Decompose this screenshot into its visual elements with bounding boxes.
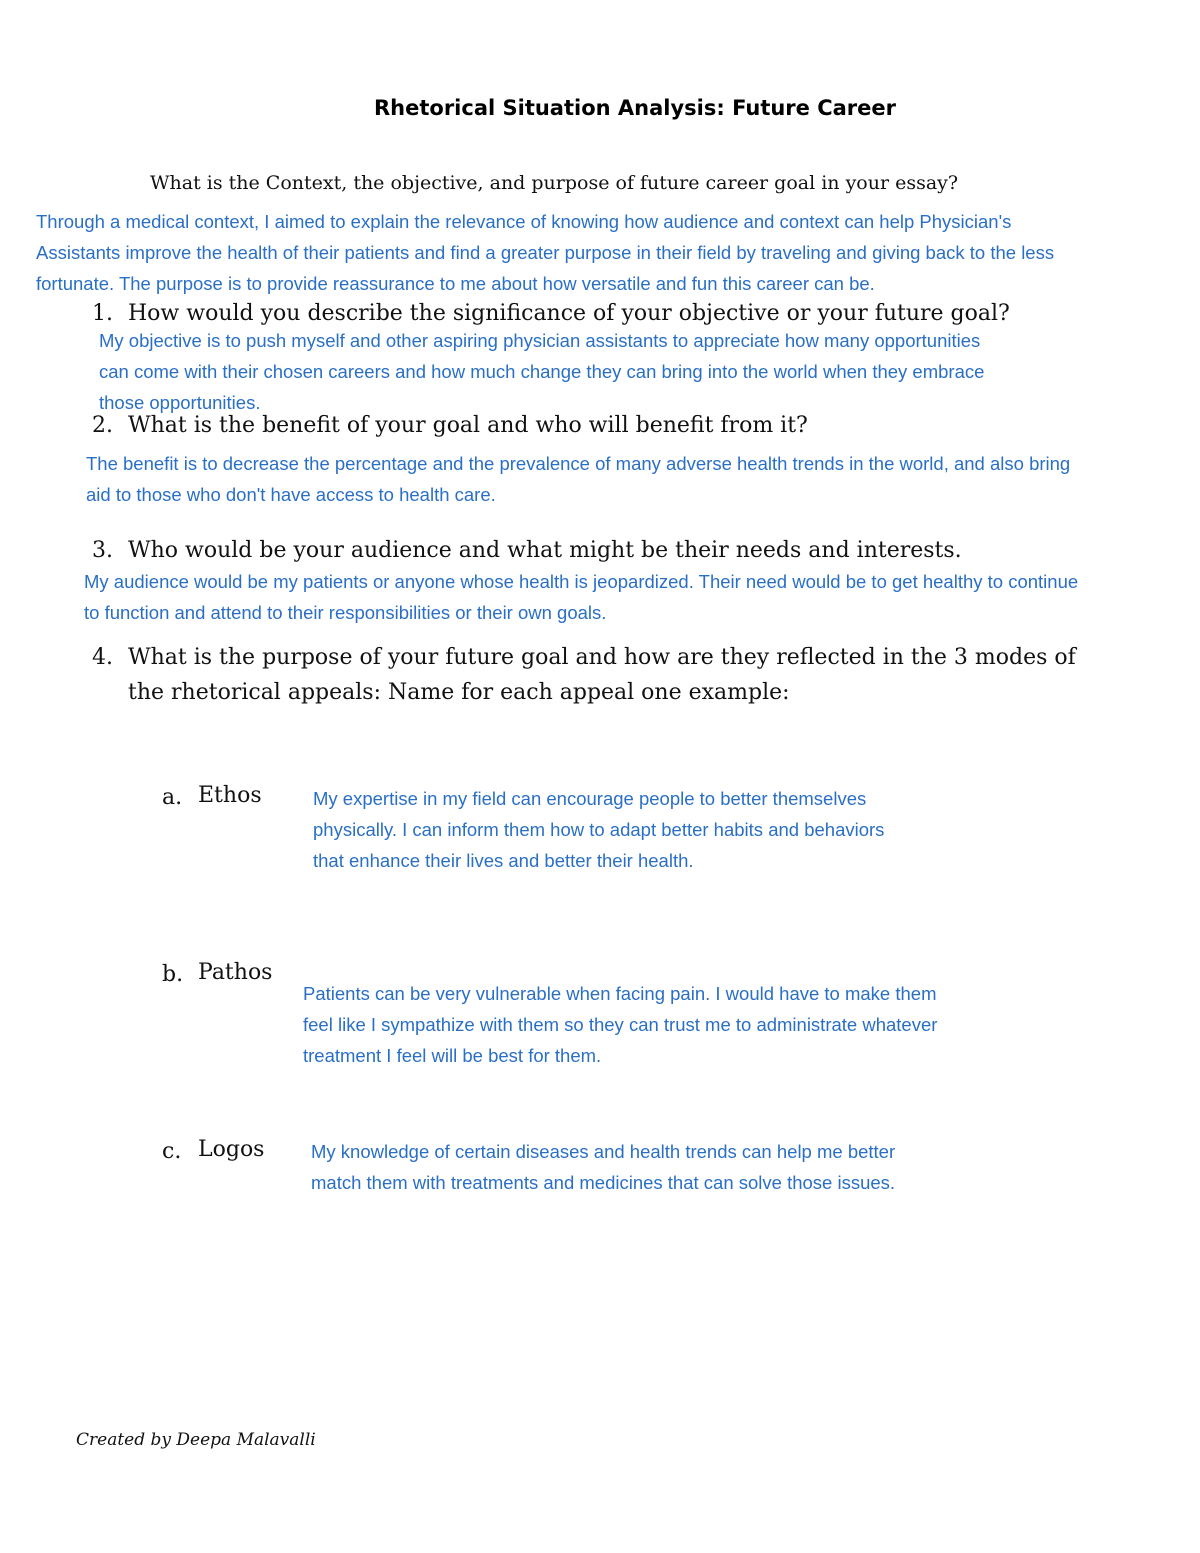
question-3-number: 3. <box>92 538 113 563</box>
appeal-logos-letter: c. <box>162 1139 182 1164</box>
appeal-ethos-letter: a. <box>162 785 183 810</box>
appeal-ethos-name: Ethos <box>198 783 262 808</box>
appeal-ethos-answer[interactable] <box>313 783 884 876</box>
answer-line: that enhance their lives and better their health. <box>313 850 694 871</box>
appeal-logos-answer[interactable] <box>311 1136 895 1198</box>
answer-line: aid to those who don't have access to health care. <box>86 484 496 505</box>
answer-line: My knowledge of certain diseases and health trends can help me better <box>311 1141 896 1162</box>
answer-line: The benefit is to decrease the percentage and the prevalence of many adverse health trends in the world, and also bring <box>86 453 1071 474</box>
question-4-text <box>128 640 1076 710</box>
question-4-line: What is the purpose of your future goal and how are they reflected in the 3 modes of <box>128 645 1076 670</box>
question-2-text: What is the benefit of your goal and who will benefit from it? <box>128 413 808 438</box>
appeal-pathos-letter: b. <box>162 962 184 987</box>
answer-line: those opportunities. <box>99 392 261 413</box>
answer-line: match them with treatments and medicines that can solve those issues. <box>311 1172 896 1193</box>
answer-line: treatment I feel will be best for them. <box>303 1045 602 1066</box>
answer-line: can come with their chosen careers and how much change they can bring into the world when they embrace <box>99 361 985 382</box>
answer-line: Assistants improve the health of their patients and find a greater purpose in their field by traveling and giving back to the less <box>36 242 1055 263</box>
question-1-answer[interactable] <box>99 325 984 418</box>
question-4-line: the rhetorical appeals: Name for each appeal one example: <box>128 680 790 705</box>
appeal-pathos-name: Pathos <box>198 960 273 985</box>
question-2-number: 2. <box>92 413 113 438</box>
answer-line: feel like I sympathize with them so they can trust me to administrate whatever <box>303 1014 938 1035</box>
answer-line: My objective is to push myself and other aspiring physician assistants to appreciate how many opportunities <box>99 330 981 351</box>
appeal-logos-name: Logos <box>198 1137 265 1162</box>
question-1-number: 1. <box>92 301 113 326</box>
answer-line: fortunate. The purpose is to provide reassurance to me about how versatile and fun this career can be. <box>36 273 875 294</box>
answer-line: to function and attend to their responsibilities or their own goals. <box>84 602 607 623</box>
question-1-text: How would you describe the significance of your objective or your future goal? <box>128 301 1010 326</box>
answer-line: physically. I can inform them how to adapt better habits and behaviors <box>313 819 885 840</box>
intro-question: What is the Context, the objective, and purpose of future career goal in your essay? <box>150 172 959 194</box>
intro-answer[interactable] <box>36 206 1054 299</box>
page-title: Rhetorical Situation Analysis: Future Career <box>373 96 897 120</box>
footer-credit: Created by Deepa Malavalli <box>76 1430 316 1450</box>
appeal-pathos-answer[interactable] <box>303 978 937 1071</box>
answer-line: Patients can be very vulnerable when facing pain. I would have to make them <box>303 983 937 1004</box>
question-2-answer[interactable] <box>86 448 1070 510</box>
question-3-answer[interactable] <box>84 566 1078 628</box>
question-4-number: 4. <box>92 645 113 670</box>
answer-line: Through a medical context, I aimed to explain the relevance of knowing how audience and context can help Physician's <box>36 211 1012 232</box>
answer-line: My audience would be my patients or anyone whose health is jeopardized. Their need would be to get healthy to continue <box>84 571 1079 592</box>
question-3-text: Who would be your audience and what might be their needs and interests. <box>128 538 962 563</box>
answer-line: My expertise in my field can encourage people to better themselves <box>313 788 867 809</box>
